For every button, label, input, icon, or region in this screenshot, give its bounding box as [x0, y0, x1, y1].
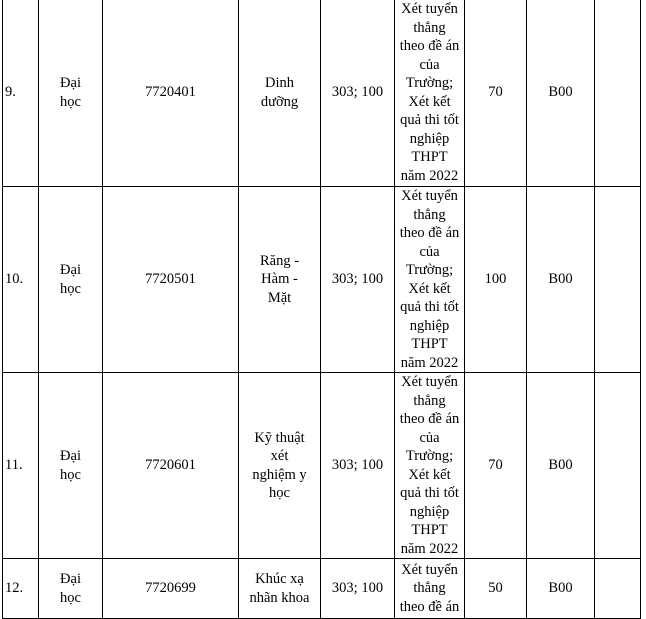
admission-method-line: Xét kết	[408, 280, 451, 297]
row-number-cell: 11.	[3, 373, 39, 559]
subject-combination-cell: B00	[527, 187, 595, 373]
education-level-line: học	[60, 280, 81, 297]
method-codes-cell: 303; 100	[321, 559, 395, 619]
education-level-cell	[39, 187, 103, 373]
note-cell	[595, 187, 641, 373]
admission-method-line: thẳng	[413, 580, 446, 597]
major-name-cell	[239, 559, 321, 619]
major-name-line: Khúc xạ	[255, 571, 304, 587]
admission-method-line: Trường;	[405, 448, 454, 464]
row-number-cell: 10.	[3, 187, 39, 373]
major-name-line: Răng -	[259, 252, 300, 269]
admission-method-line: Xét tuyển	[401, 561, 458, 578]
major-code-cell: 7720601	[103, 373, 239, 559]
major-code-cell: 7720501	[103, 187, 239, 373]
major-name-line: Dinh	[265, 75, 294, 91]
admission-method-line: nghiệp	[409, 130, 450, 147]
admission-method-line: nghiệp	[409, 317, 450, 334]
quota-cell: 100	[465, 187, 527, 373]
major-name-line: học	[269, 485, 290, 501]
major-name-cell	[239, 187, 321, 373]
major-name-cell	[239, 0, 321, 187]
admission-method-line: của	[419, 56, 440, 73]
admission-method-line: THPT	[411, 522, 448, 538]
subject-combination-cell: B00	[527, 559, 595, 619]
education-level-line: học	[60, 93, 81, 110]
table-row	[3, 187, 641, 373]
admission-method-line: THPT	[411, 336, 448, 352]
note-cell	[595, 559, 641, 619]
quota-cell: 70	[465, 373, 527, 559]
major-name-line: xét	[270, 448, 289, 464]
admission-method-line: theo đề án	[399, 38, 460, 54]
admission-method-line: Xét tuyển	[401, 188, 458, 204]
education-level-line: Đại	[60, 571, 81, 587]
row-number-cell: 12.	[3, 559, 39, 619]
note-cell	[595, 373, 641, 559]
major-name-line: nhãn khoa	[249, 589, 310, 606]
admission-method-line: theo đề án	[399, 225, 460, 241]
admission-method-line: quả thi tốt	[400, 299, 459, 315]
admission-method-line: theo đề án	[399, 411, 460, 427]
education-level-cell	[39, 373, 103, 559]
major-code-cell: 7720699	[103, 559, 239, 619]
admission-method-line: năm 2022	[400, 354, 459, 371]
education-level-line: Đại	[60, 75, 81, 91]
admission-method-line: quả thi tốt	[400, 112, 459, 128]
major-name-line: Hàm -	[261, 271, 298, 288]
education-level-line: Đại	[60, 448, 81, 464]
education-level-cell	[39, 0, 103, 187]
table-row	[3, 373, 641, 559]
admission-method-line: theo đề án	[399, 598, 460, 615]
admission-method-cell	[395, 0, 465, 187]
admission-method-line: Xét kết	[408, 466, 451, 483]
note-cell	[595, 0, 641, 187]
education-level-cell	[39, 559, 103, 619]
admission-method-line: thẳng	[413, 206, 446, 223]
admission-method-line: nghiệp	[409, 503, 450, 520]
admission-method-line: năm 2022	[400, 540, 459, 557]
admission-method-line: quả thi tốt	[400, 485, 459, 501]
admission-method-cell	[395, 187, 465, 373]
major-code-cell: 7720401	[103, 0, 239, 187]
subject-combination-cell: B00	[527, 0, 595, 187]
admission-method-line: Xét tuyển	[401, 1, 458, 17]
admission-method-line: Xét kết	[408, 93, 451, 110]
admission-method-line: Trường;	[405, 75, 454, 91]
quota-cell: 70	[465, 0, 527, 187]
admission-method-line: của	[419, 429, 440, 446]
row-number-cell: 9.	[3, 0, 39, 187]
admission-method-line: thẳng	[413, 392, 446, 409]
education-level-line: học	[60, 589, 81, 606]
table-row	[3, 0, 641, 187]
admission-method-line: của	[419, 243, 440, 260]
education-level-line: học	[60, 466, 81, 483]
major-name-line: Mặt	[267, 289, 292, 306]
major-name-cell	[239, 373, 321, 559]
admission-method-cell	[395, 373, 465, 559]
admission-method-line: thẳng	[413, 19, 446, 36]
admissions-table	[2, 0, 641, 619]
method-codes-cell: 303; 100	[321, 187, 395, 373]
table-body	[3, 0, 641, 619]
admission-method-line: Trường;	[405, 262, 454, 278]
admission-method-cell	[395, 559, 465, 619]
table-row	[3, 559, 641, 619]
method-codes-cell: 303; 100	[321, 373, 395, 559]
subject-combination-cell: B00	[527, 373, 595, 559]
major-name-line: nghiệm y	[252, 466, 307, 483]
quota-cell: 50	[465, 559, 527, 619]
education-level-line: Đại	[60, 262, 81, 278]
method-codes-cell: 303; 100	[321, 0, 395, 187]
admission-method-line: THPT	[411, 149, 448, 165]
admission-method-line: Xét tuyển	[401, 374, 458, 390]
major-name-line: Kỹ thuật	[254, 429, 305, 446]
admission-method-line: năm 2022	[400, 167, 459, 184]
major-name-line: dưỡng	[260, 93, 299, 110]
